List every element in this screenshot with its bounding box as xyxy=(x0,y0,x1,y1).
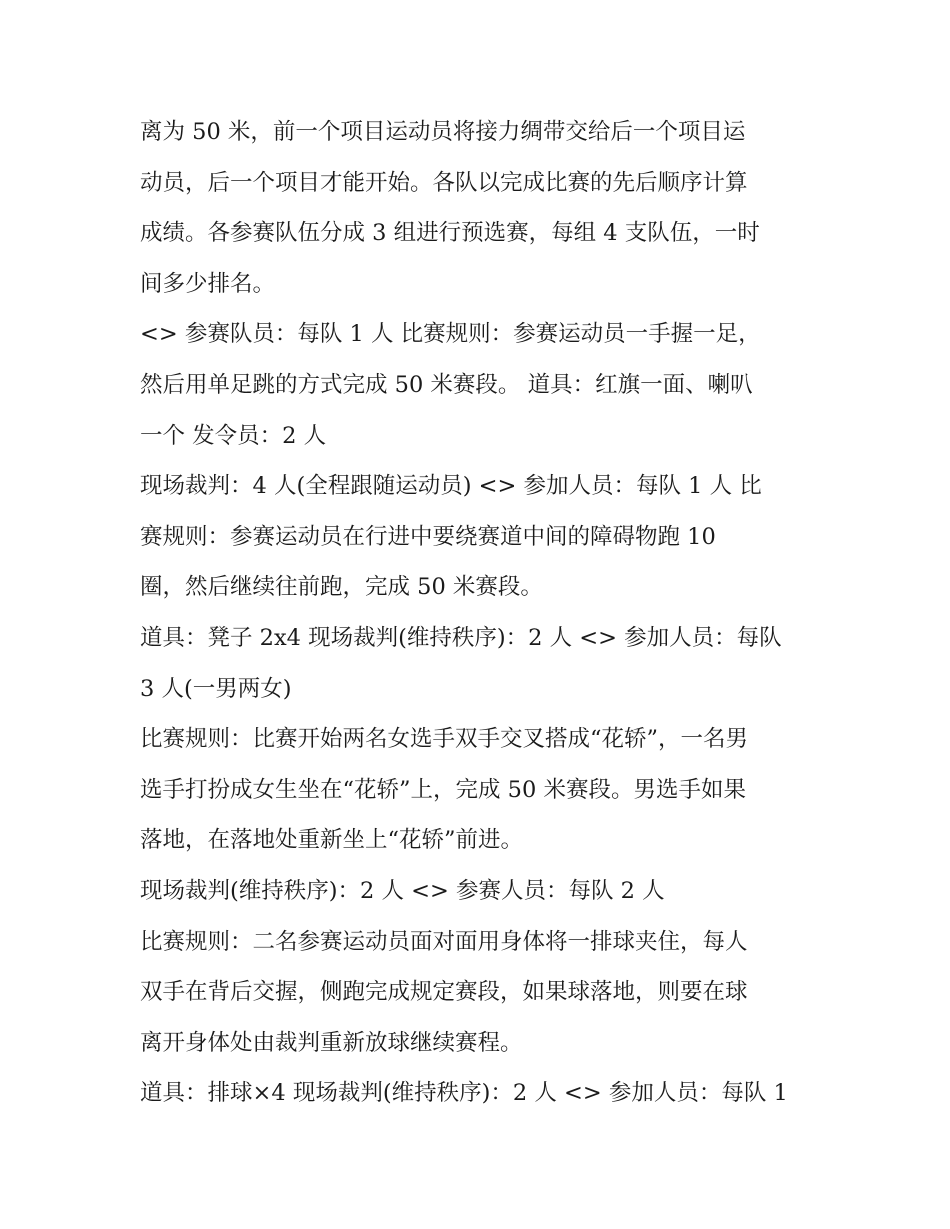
text-line: 然后用单足跳的方式完成 50 米赛段。 道具：红旗一面、喇叭 xyxy=(140,371,753,398)
text-line: 道具：凳子 2x4 现场裁判(维持秩序)：2 人 <> 参加人员：每队 xyxy=(140,624,782,651)
text-line: 选手打扮成女生坐在“花轿”上，完成 50 米赛段。男选手如果 xyxy=(140,776,746,803)
text-line: 比赛规则：二名参赛运动员面对面用身体将一排球夹住，每人 xyxy=(140,928,748,955)
text-line: 离开身体处由裁判重新放球继续赛程。 xyxy=(140,1029,523,1056)
text-line: 现场裁判(维持秩序)：2 人 <> 参赛人员：每队 2 人 xyxy=(140,877,665,904)
text-line: 比赛规则：比赛开始两名女选手双手交叉搭成“花轿”，一名男 xyxy=(140,726,749,753)
text-line: 离为 50 米，前一个项目运动员将接力绸带交给后一个项目运 xyxy=(140,119,746,145)
text-line: 赛规则：参赛运动员在行进中要绕赛道中间的障碍物跑 10 xyxy=(140,523,716,550)
text-line: 间多少排名。 xyxy=(140,270,276,297)
text-line: 成绩。各参赛队伍分成 3 组进行预选赛，每组 4 支队伍，一时 xyxy=(140,220,760,247)
text-line: 动员，后一个项目才能开始。各队以完成比赛的先后顺序计算 xyxy=(140,169,748,196)
text-line: 现场裁判：4 人(全程跟随运动员) <> 参加人员：每队 1 人 比 xyxy=(140,473,762,500)
text-line: 3 人(一男两女) xyxy=(140,675,292,702)
text-line: 双手在背后交握，侧跑完成规定赛段，如果球落地，则要在球 xyxy=(140,979,748,1006)
text-line: 圈，然后继续往前跑，完成 50 米赛段。 xyxy=(140,574,543,601)
text-line: 道具：排球×4 现场裁判(维持秩序)：2 人 <> 参加人员：每队 1 xyxy=(140,1080,788,1107)
text-line: 一个 发令员：2 人 xyxy=(140,422,327,449)
text-line: <> 参赛队员：每队 1 人 比赛规则：参赛运动员一手握一足， xyxy=(140,321,761,348)
text-line: 落地，在落地处重新坐上“花轿”前进。 xyxy=(140,827,524,854)
document-body xyxy=(140,107,812,1119)
